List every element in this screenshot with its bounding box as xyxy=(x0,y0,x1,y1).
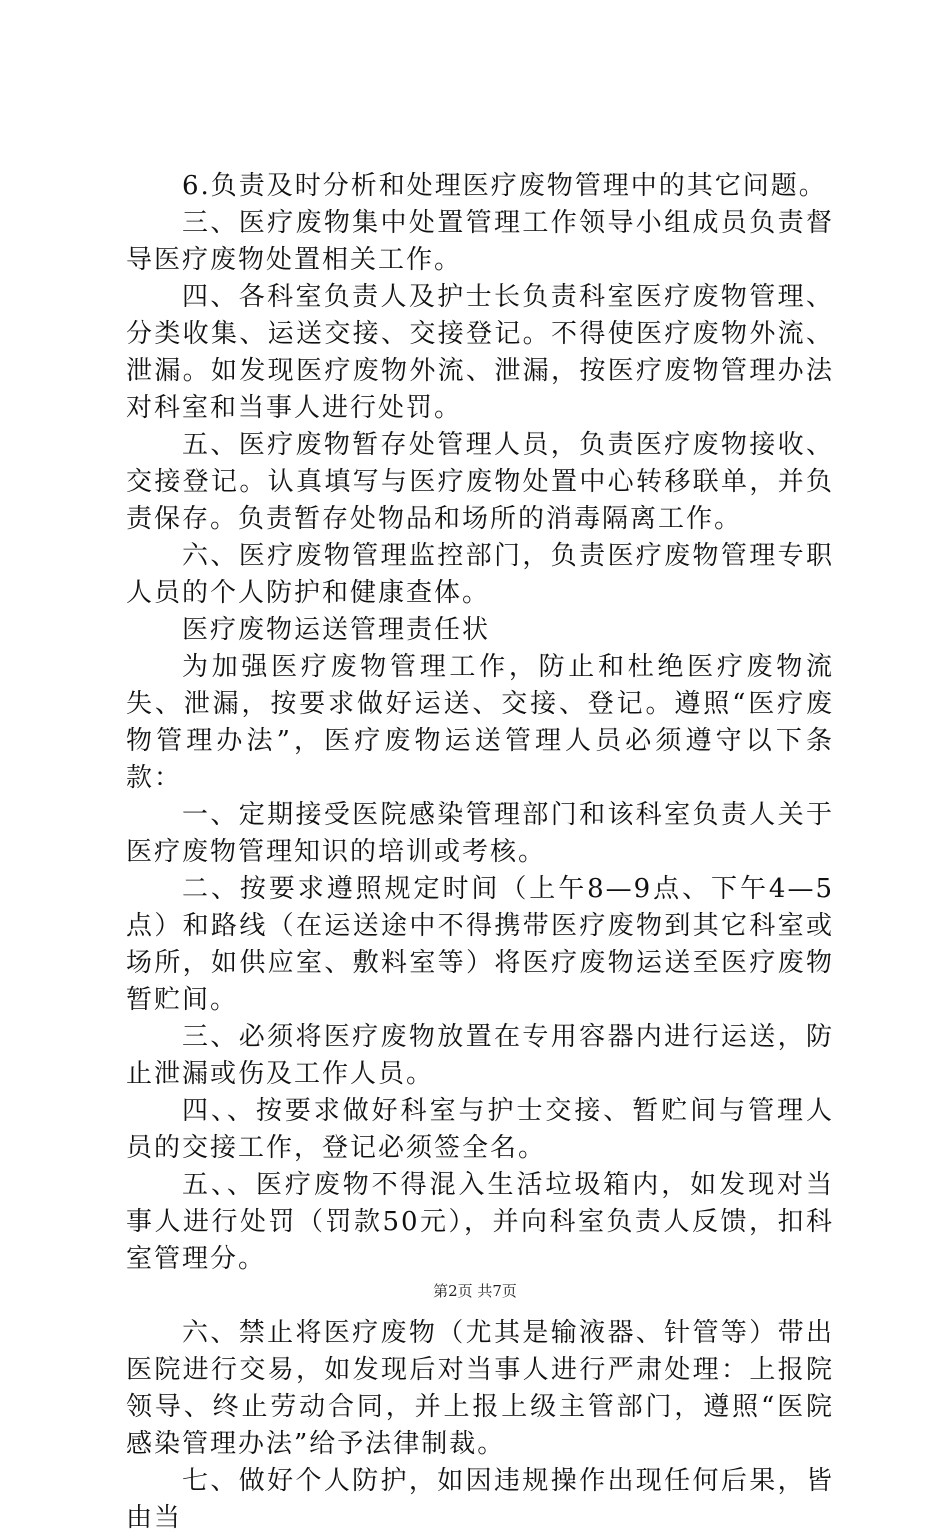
paragraph-item-6: 6.负责及时分析和处理医疗废物管理中的其它问题。 xyxy=(182,171,827,201)
section-heading: 医疗废物运送管理责任状 xyxy=(182,615,491,645)
paragraph-section-3: 三、医疗废物集中处置管理工作领导小组成员负责督导医疗废物处置相关工作。 xyxy=(126,208,834,275)
paragraph-clause-1: 一、定期接受医院感染管理部门和该科室负责人关于医疗废物管理知识的培训或考核。 xyxy=(126,800,834,867)
page-number-footer: 第2页 共7页 xyxy=(433,1282,517,1300)
paragraph-clause-6: 六、禁止将医疗废物（尤其是输液器、针管等）带出医院进行交易，如发现后对当事人进行严肃处理：上报院领导、终止劳动合同，并上报上级主管部门，遵照“医院感染管理办法”给予法律制裁。 xyxy=(126,1318,834,1459)
paragraph-clause-2: 二、按要求遵照规定时间（上午8—9点、下午4—5点）和路线（在运送途中不得携带医疗废物到其它科室或场所，如供应室、敷料室等）将医疗废物运送至医疗废物暂贮间。 xyxy=(126,874,834,1015)
paragraph-section-4: 四、各科室负责人及护士长负责科室医疗废物管理、分类收集、运送交接、交接登记。不得使医疗废物外流、泄漏。如发现医疗废物外流、泄漏，按医疗废物管理办法对科室和当事人进行处罚。 xyxy=(126,282,834,423)
paragraph-clause-3: 三、必须将医疗废物放置在专用容器内进行运送，防止泄漏或伤及工作人员。 xyxy=(126,1022,834,1089)
paragraph-intro: 为加强医疗废物管理工作，防止和杜绝医疗废物流失、泄漏，按要求做好运送、交接、登记。遵照“医疗废物管理办法”，医疗废物运送管理人员必须遵守以下条款： xyxy=(126,652,834,793)
paragraph-clause-4: 四、、按要求做好科室与护士交接、暂贮间与管理人员的交接工作，登记必须签全名。 xyxy=(126,1096,834,1163)
paragraph-section-5: 五、医疗废物暂存处管理人员，负责医疗废物接收、交接登记。认真填写与医疗废物处置中心转移联单，并负责保存。负责暂存处物品和场所的消毒隔离工作。 xyxy=(126,430,834,534)
document-body xyxy=(126,168,834,1537)
paragraph-clause-7: 七、做好个人防护，如因违规操作出现任何后果，皆由当 xyxy=(126,1466,834,1533)
paragraph-section-6: 六、医疗废物管理监控部门，负责医疗废物管理专职人员的个人防护和健康查体。 xyxy=(126,541,834,608)
paragraph-clause-5: 五、、医疗废物不得混入生活垃圾箱内，如发现对当事人进行处罚（罚款50元），并向科室负责人反馈，扣科室管理分。 xyxy=(126,1170,834,1274)
